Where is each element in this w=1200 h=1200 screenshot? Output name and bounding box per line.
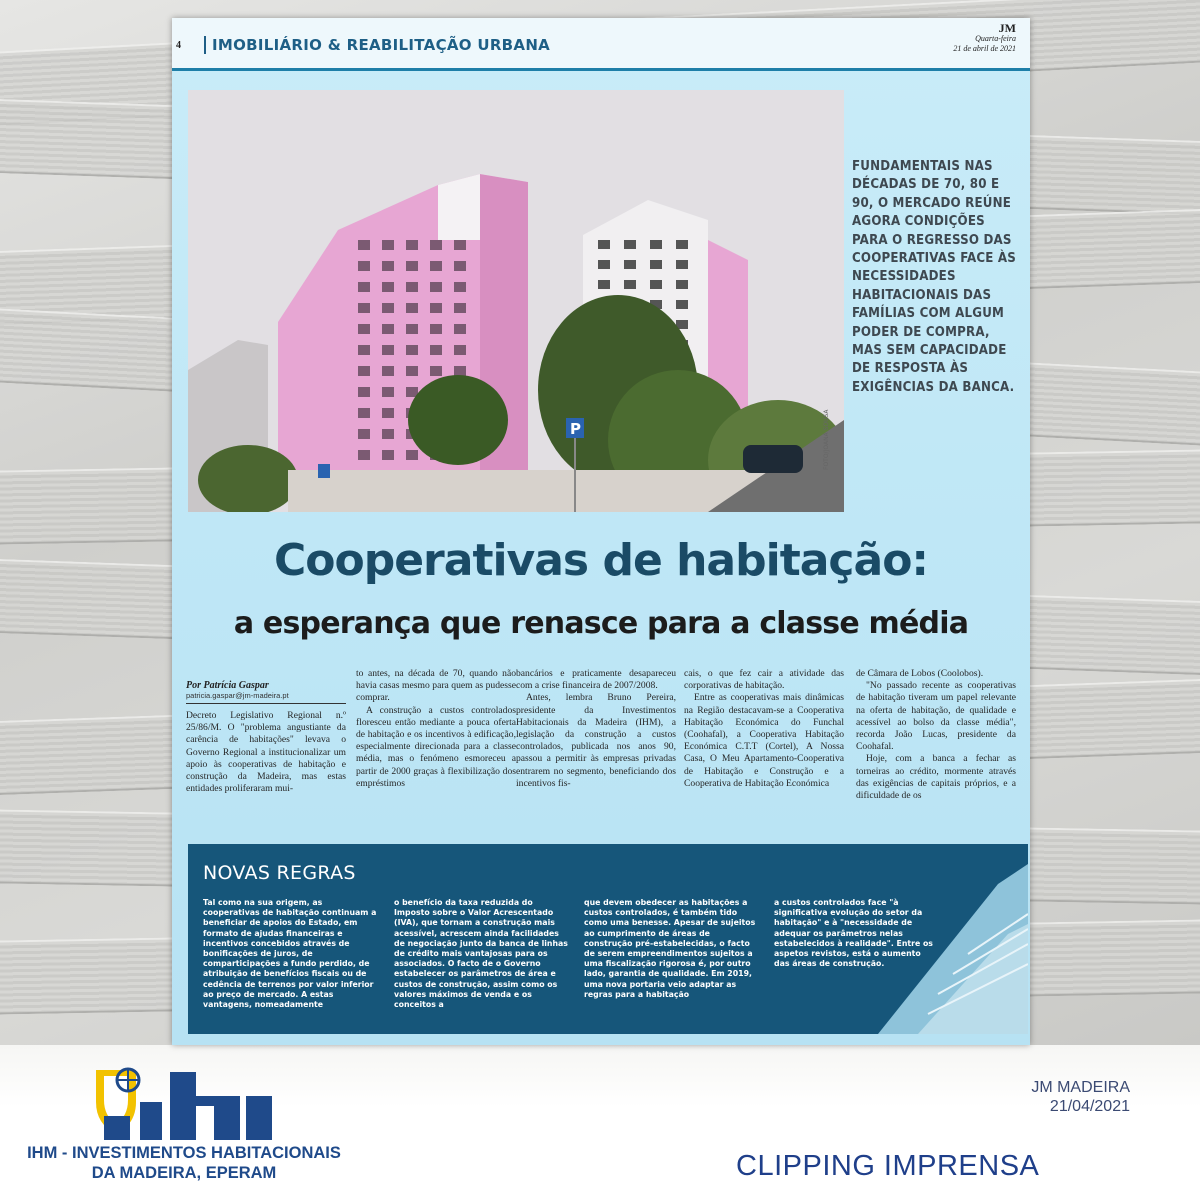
window [430,366,442,376]
page-header [172,18,1030,71]
window [454,366,466,376]
window [382,408,394,418]
window [382,282,394,292]
window [358,261,370,271]
clipping-source [1031,1078,1130,1116]
window [676,300,688,309]
window [358,345,370,355]
window [358,282,370,292]
article-paragraph: Entre as cooperativas mais dinâmicas na Região destacavam-se a Cooperativa Habitação Económica do Funchal (Coohafal), a Cooperativa Habitação Económica C.T.T (Cortel), A Nossa Casa, O Meu Apartamento-Cooperativa de Habitação e Construção e a Cooperativa de Habitação Económica [684,692,844,789]
article-column-3 [516,668,676,790]
window [382,450,394,460]
article-column-2 [356,668,516,790]
byline-author: Por Patrícia Gaspar [186,680,269,691]
article-paragraph: bancários e praticamente desapareceu com a crise financeira de 2007/2008. [516,668,676,692]
window [406,345,418,355]
window [454,345,466,355]
article-paragraph: Decreto Legislativo Regional n.º 25/86/M. O "problema angustiante da carência de habitações" levava o Governo Regional a institucionalizar um apoio às cooperativas de habitação e construção da Madeira, mas estas entidades proliferaram mui- [186,710,346,795]
window [454,261,466,271]
window [430,324,442,334]
window [598,240,610,249]
byline [186,680,346,704]
article-paragraph: Antes, lembra Bruno Pereira, presidente da Investimentos Habitacionais da Madeira (IHM), a legislação da construção a custos controlados, publicada nos anos 90, passou a permitir às empresas privadas entrarem no segmento, beneficiando dos incentivos fis- [516,692,676,789]
article-paragraph: A construção a custos controlados floresceu então mediante a pouca oferta de habitação e os incentivos à edificação, especialmente direcionada para a classe média, mas o fenómeno esmoreceu a partir de 2000 graças à flexibilização dos empréstimos [356,704,516,789]
source-date: 21/04/2021 [1049,1098,1130,1115]
weekday: Quarta-feira [975,34,1016,43]
ihm-logo [88,1062,288,1142]
window [358,303,370,313]
box-column-2: o benefício da taxa reduzida do Imposto sobre o Valor Acrescentado (IVA), que tornam a construção mais acessível, acrescem ainda facilidades de negociação junto da banca de linhas de crédito mais vantajosas para os associados. O facto de o Governo estabelecer os parâmetros de área e custos de construção, assim como os valores máximos de venda e os conceitos a [394,898,568,1010]
window [676,280,688,289]
section-title: IMOBILIÁRIO & REABILITAÇÃO URBANA [204,36,550,54]
window [430,261,442,271]
window [624,260,636,269]
article-subheadline: a esperança que renasce para a classe média [233,606,969,641]
window [406,261,418,271]
window [358,366,370,376]
article-paragraph: de Câmara de Lobos (Coolobos). [856,668,984,679]
masthead-logo: JM [998,21,1016,35]
window [358,450,370,460]
issue-date: 21 de abril de 2021 [953,44,1016,53]
window [650,240,662,249]
box-column-4: a custos controlados face "à significativa evolução do setor da habitação" e à "necessidade de adequar os parâmetros nelas estabelecidos à realidade". Entre os aspetos revistos, está o aumento das áreas de construção. [774,898,933,969]
article-paragraph: cais, o que fez cair a atividade das corporativas de habitação. [684,668,844,692]
window [382,240,394,250]
window [676,260,688,269]
window [454,303,466,313]
masthead [953,22,1016,54]
window [406,282,418,292]
article-paragraph: Hoje, com a banca a fechar as torneiras ao crédito, mormente através das exigências de capitais próprios, e a dificuldade de os [856,753,1016,802]
building-photo [188,90,844,512]
byline-email: patricia.gaspar@jm-madeira.pt [186,691,346,704]
window [406,303,418,313]
photo-credit: FOTO/JOANA SOUSA [823,409,830,470]
article-deck: FUNDAMENTAIS NAS DÉCADAS DE 70, 80 E 90, O MERCADO REÚNE AGORA CONDIÇÕES PARA O REGRESSO DAS COOPERATIVAS FACE ÀS NECESSIDADES HABITACIONAIS DAS FAMÍLIAS COM ALGUM PODER DE COMPRA, MAS SEM CAPACIDADE DE RESPOSTA ÀS EXIGÊNCIAS DA BANCA. [852,159,1017,395]
newspaper-clipping [172,18,1030,1045]
window [430,240,442,250]
clipping-label: CLIPPING IMPRENSA [736,1150,1040,1182]
window [624,280,636,289]
article-headline: Cooperativas de habitação: [273,535,929,586]
window [454,240,466,250]
source-publication: JM MADEIRA [1031,1079,1130,1096]
box-title: NOVAS REGRAS [203,862,356,884]
window [650,260,662,269]
page-number: 4 [176,40,181,51]
window [358,240,370,250]
window [358,324,370,334]
window [454,282,466,292]
window [406,240,418,250]
window [454,324,466,334]
article-column-4 [684,668,844,790]
article-paragraph: to antes, na década de 70, quando não havia casas mesmo para quem as pudesse comprar. [356,668,516,704]
window [382,345,394,355]
building-photo-illustration [188,90,844,512]
window [676,240,688,249]
article-column-1 [186,710,346,795]
window [650,280,662,289]
window [382,261,394,271]
box-column-1: Tal como na sua origem, as cooperativas de habitação continuam a beneficiar de apoios do Estado, em formato de ajudas financeiras e incentivos concebidos através de bonificações de juros, de comparticipações a fundo perdido, de atribuição de benefícios fiscais ou de cedência de terrenos por valor inferior ao preço de mercado. A estas vantagens, nomeadamente [203,898,377,1010]
organization-name-line-2: DA MADEIRA, EPERAM [91,1164,277,1182]
window [406,450,418,460]
window [430,303,442,313]
window [598,260,610,269]
window [358,429,370,439]
window [382,429,394,439]
box-building-photo [858,844,1028,1034]
window [382,324,394,334]
article-column-5 [856,668,1016,802]
parking-sign-letter: P [570,420,581,438]
window [358,387,370,397]
window [406,324,418,334]
article-paragraph: "No passado recente as cooperativas de habitação tiveram um papel relevante na oferta de habitação, de qualidade e acessível ao bolso da classe média", recorda João Lucas, presidente da Coohafal. [856,680,1016,753]
box-column-3: que devem obedecer as habitações a custos controlados, é também tido como uma benesse. Apesar de sujeitos ao cumprimento de áreas de construção pré-estabelecidas, o facto de serem empreendimentos sujeitos a uma fiscalização rigorosa é, por outro lado, garantia de qualidade. Em 2019, uma nova portaria veio adaptar as regras para a habitação [584,898,756,999]
window [382,366,394,376]
window [430,282,442,292]
window [430,345,442,355]
window [624,240,636,249]
window [382,387,394,397]
organization-name [14,1143,354,1183]
window [358,408,370,418]
window [598,280,610,289]
window [406,366,418,376]
organization-name-line-1: IHM - INVESTIMENTOS HABITACIONAIS [27,1144,341,1162]
novas-regras-box [188,844,1028,1034]
window [382,303,394,313]
